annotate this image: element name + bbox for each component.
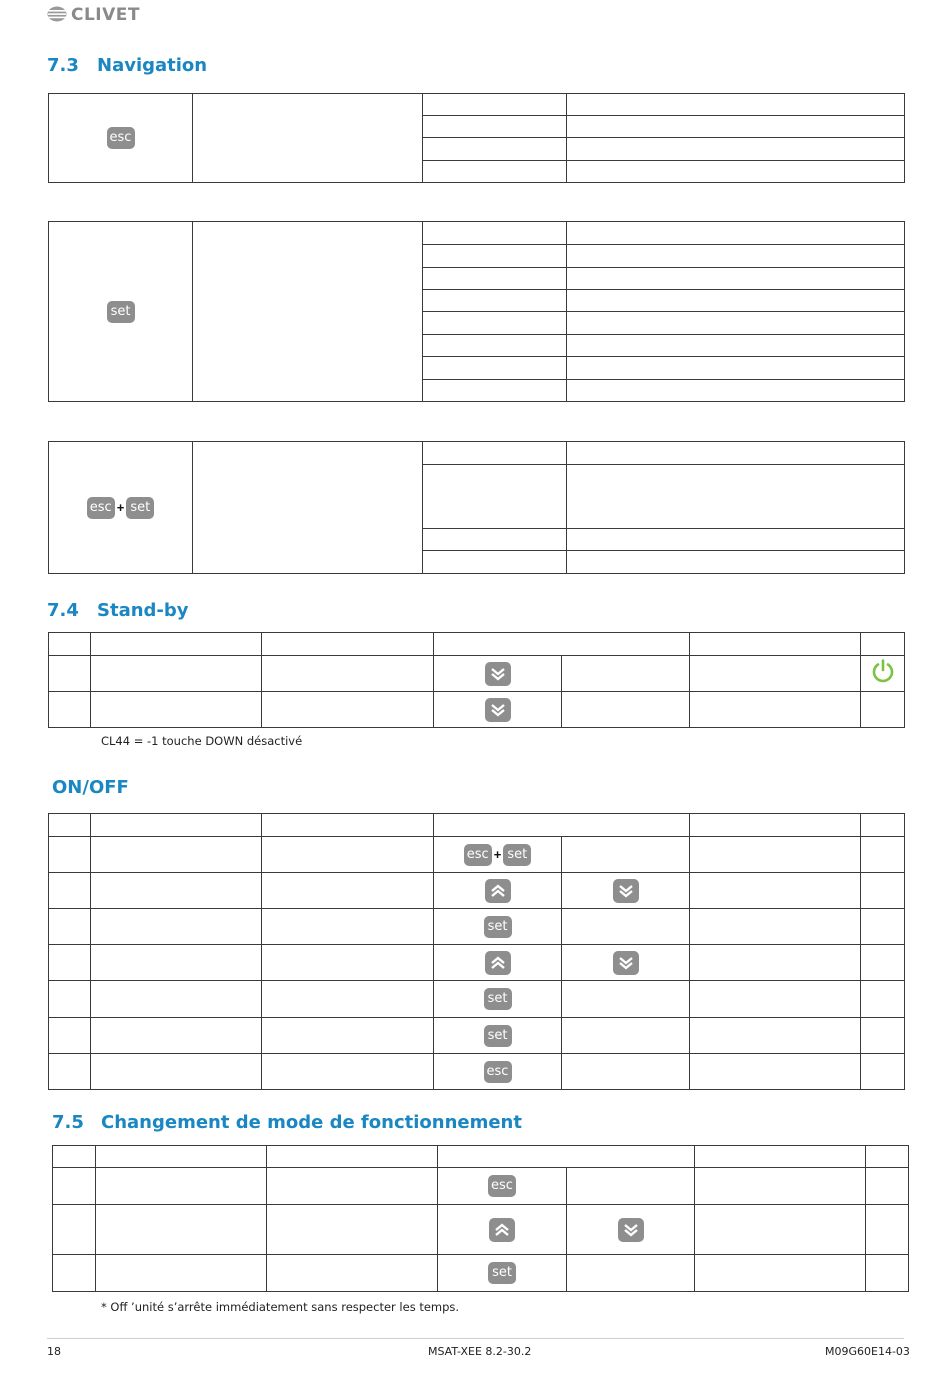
- section-title: Navigation: [97, 55, 208, 76]
- section-heading-navigation: [47, 55, 207, 76]
- double-chevron-up-icon: [485, 879, 511, 903]
- navigation-esc-table: [48, 93, 905, 183]
- navigation-esc-set-table: [48, 441, 905, 574]
- key-cell: [49, 442, 193, 574]
- set-key[interactable]: set: [107, 301, 135, 323]
- standby-note: CL44 = -1 touche DOWN désactivé: [101, 734, 303, 748]
- section-title: ON/OFF: [52, 777, 129, 798]
- esc-key[interactable]: esc: [484, 1061, 512, 1083]
- mode-change-table: [52, 1145, 909, 1292]
- key-cell: [49, 94, 193, 183]
- double-chevron-up-icon: [485, 951, 511, 975]
- section-number: 7.3: [47, 55, 79, 76]
- esc-key[interactable]: esc: [87, 497, 115, 519]
- section-number: 7.5: [52, 1112, 84, 1133]
- section-number: 7.4: [47, 600, 79, 621]
- up-key[interactable]: [489, 1218, 515, 1242]
- plus-sign: +: [116, 500, 125, 515]
- mode-change-note: * Off ’unité s’arrête immédiatement sans respecter les temps.: [101, 1300, 460, 1314]
- set-key[interactable]: set: [503, 844, 531, 866]
- down-key[interactable]: [485, 662, 511, 686]
- section-heading-onoff: [52, 777, 129, 798]
- down-key[interactable]: [618, 1218, 644, 1242]
- esc-key[interactable]: esc: [488, 1175, 516, 1197]
- page-number: 18: [47, 1345, 61, 1358]
- footer-model: MSAT-XEE 8.2-30.2: [428, 1345, 532, 1358]
- double-chevron-down-icon: [485, 698, 511, 722]
- section-heading-standby: [47, 600, 189, 621]
- footer-divider: [47, 1338, 904, 1339]
- section-title: Changement de mode de fonctionnement: [101, 1112, 522, 1133]
- down-key[interactable]: [613, 879, 639, 903]
- esc-key[interactable]: esc: [464, 844, 492, 866]
- power-icon: [869, 657, 897, 685]
- set-key[interactable]: set: [484, 988, 512, 1010]
- plus-sign: +: [493, 847, 502, 862]
- key-cell: [49, 222, 193, 402]
- set-key[interactable]: set: [488, 1262, 516, 1284]
- brand-name: CLIVET: [71, 5, 140, 25]
- set-key[interactable]: set: [126, 497, 154, 519]
- onoff-table: [48, 813, 905, 1090]
- double-chevron-down-icon: [618, 1218, 644, 1242]
- double-chevron-down-icon: [485, 662, 511, 686]
- footer-doc-code: M09G60E14-03: [825, 1345, 910, 1358]
- double-chevron-down-icon: [613, 951, 639, 975]
- clivet-logo: [47, 4, 147, 26]
- standby-table: [48, 632, 905, 728]
- double-chevron-down-icon: [613, 879, 639, 903]
- down-key[interactable]: [613, 951, 639, 975]
- double-chevron-up-icon: [489, 1218, 515, 1242]
- esc-key[interactable]: esc: [107, 127, 135, 149]
- set-key[interactable]: set: [484, 916, 512, 938]
- up-key[interactable]: [485, 879, 511, 903]
- set-key[interactable]: set: [484, 1025, 512, 1047]
- clivet-logo-icon: [47, 6, 67, 22]
- section-title: Stand-by: [97, 600, 189, 621]
- down-key[interactable]: [485, 698, 511, 722]
- section-heading-mode-change: [52, 1112, 522, 1133]
- navigation-set-table: [48, 221, 905, 402]
- up-key[interactable]: [485, 951, 511, 975]
